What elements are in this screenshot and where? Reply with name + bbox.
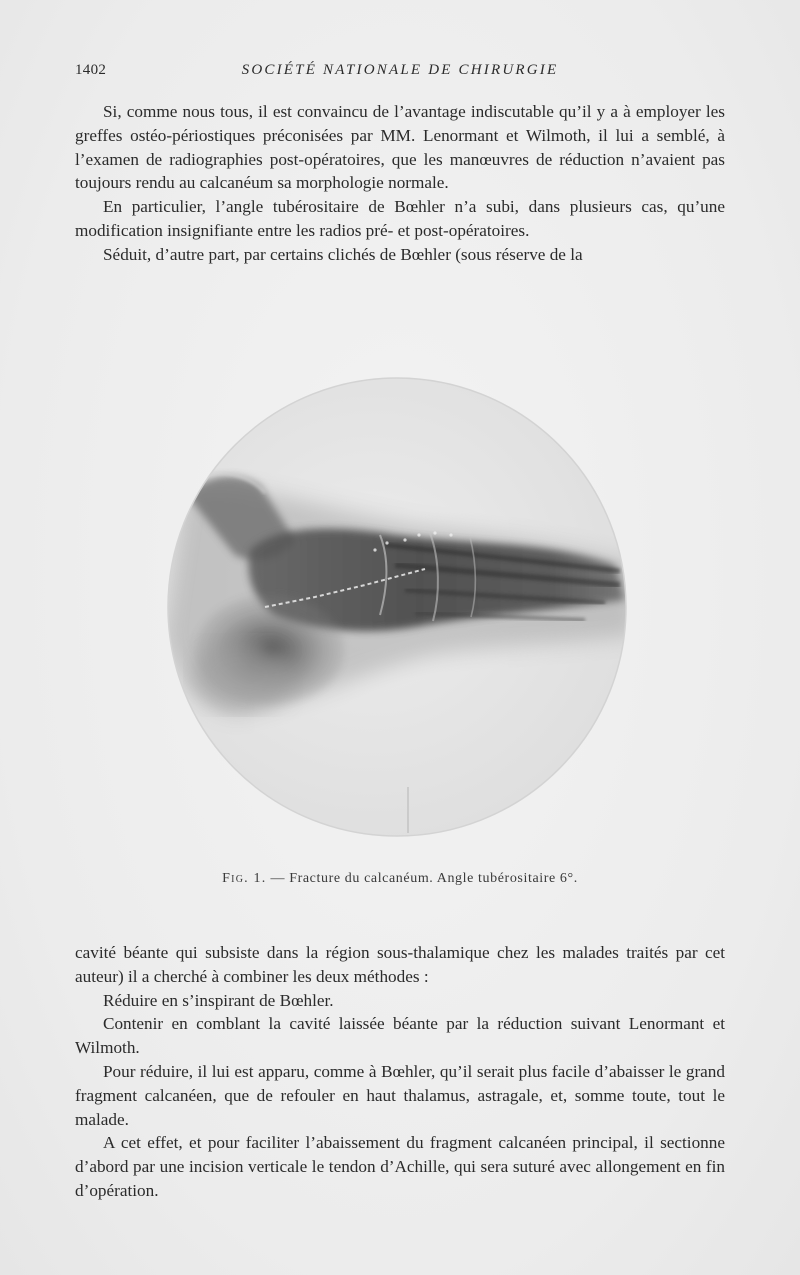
paragraph: Si, comme nous tous, il est convaincu de l’avantage indiscutable qu’il y a à employer les greffes ostéo-périostiques préconisées par MM. Lenormant et Wilmoth, il lui a semblé, à l’examen de radiographies post-opératoires, que les manœuvres de réduction n’avaient pas toujours rendu au calcanéum sa morphologie normale. [75, 102, 725, 193]
body-text-bottom [75, 941, 725, 1203]
paragraph: Séduit, d’autre part, par certains clichés de Bœhler (sous réserve de la [103, 244, 583, 264]
journal-title: SOCIÉTÉ NATIONALE DE CHIRURGIE [241, 62, 559, 78]
figure-caption-text: — Fracture du calcanéum. Angle tubérositaire 6°. [266, 871, 578, 886]
running-head [75, 62, 725, 86]
paragraph: Contenir en comblant la cavité laissée béante par la réduction suivant Lenormant et Wilmoth. [75, 1014, 725, 1058]
paragraph-continuation: cavité béante qui subsiste dans la région sous-thalamique chez les malades traités par cet auteur) il a cherché à combiner les deux méthodes : [75, 943, 725, 986]
figure-caption [75, 871, 725, 887]
page-number: 1402 [75, 62, 107, 78]
paragraph: A cet effet, et pour faciliter l’abaissement du fragment calcanéen principal, il sectionne d’abord par une incision verticale le tendon d’Achille, qui sera suturé avec allongement en fin d’opération. [75, 1133, 725, 1200]
paragraph: Réduire en s’inspirant de Bœhler. [103, 990, 334, 1010]
paragraph: Pour réduire, il lui est apparu, comme à Bœhler, qu’il serait plus facile d’abaisser le grand fragment calcanéen, que de refouler en haut thalamus, astragale, et, somme toute, tout le malade. [75, 1061, 725, 1129]
body-text-top [75, 100, 725, 267]
paragraph: En particulier, l’angle tubérositaire de Bœhler n’a subi, dans plusieurs cas, qu’une modification insignifiante entre les radios pré- et post-opératoires. [75, 197, 725, 240]
figure-label: Fig. 1. [222, 871, 267, 886]
foot-radiograph-image [165, 375, 629, 839]
radiograph-figure [165, 375, 629, 839]
